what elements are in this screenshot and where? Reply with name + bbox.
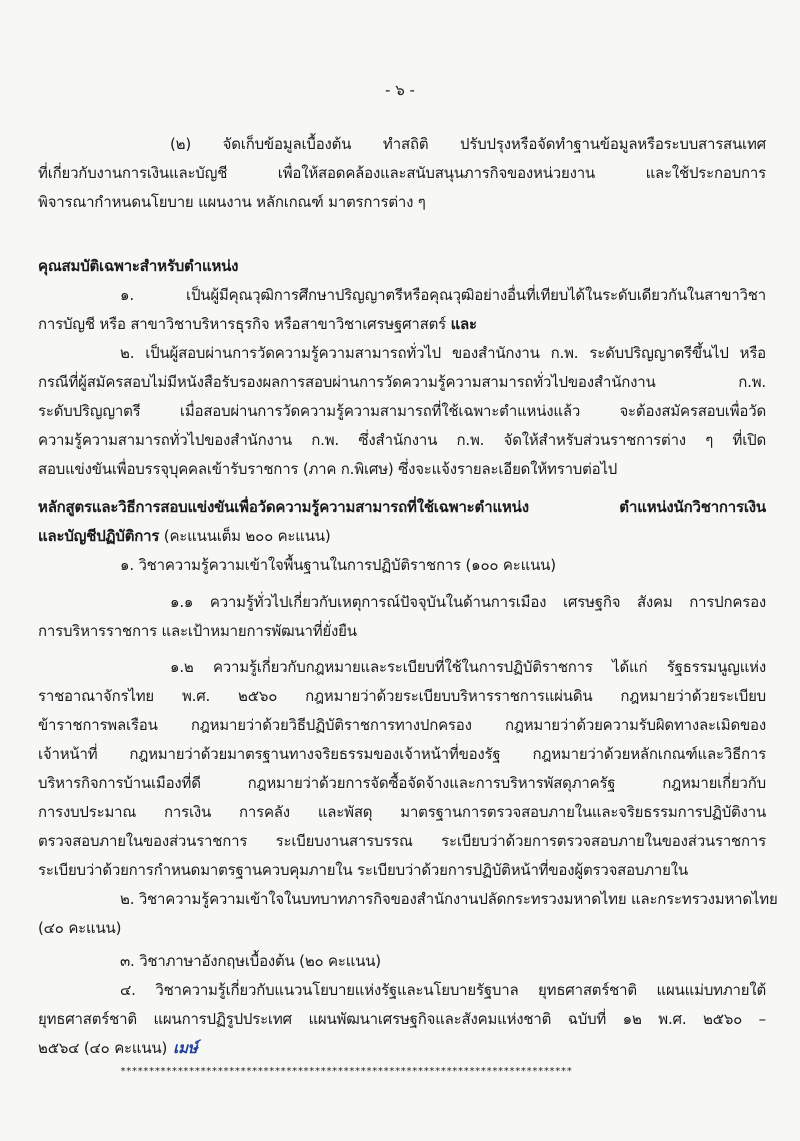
qualification-2-line-4: ความรู้ความสามารถทั่วไปของสำนักงาน ก.พ. ซึ่งสำนักงาน ก.พ. จัดให้สำหรับส่วนราชการต่าง ๆ ที่เปิด (38, 431, 766, 449)
subject-4-score: ๒๕๖๔ (๔๐ คะแนน) (38, 1039, 168, 1057)
subject-1-2-line-4: เจ้าหน้าที่ กฎหมายว่าด้วยมาตรฐานทางจริยธรรมของเจ้าหน้าที่ของรัฐ กฎหมายว่าด้วยหลักเกณฑ์และวิธีการ (38, 745, 766, 763)
subject-2-line-2: (๔๐ คะแนน) (38, 919, 122, 937)
curriculum-heading-line-2 (38, 523, 766, 549)
subject-4-line-1: ๔. วิชาความรู้เกี่ยวกับแนวนโยบายแห่งรัฐและนโยบายรัฐบาล ยุทธศาสตร์ชาติ แผนแม่บทภายใต้ (120, 981, 766, 999)
subject-1-2-line-3: ข้าราชการพลเรือน กฎหมายว่าด้วยวิธีปฏิบัติราชการทางปกครอง กฎหมายว่าด้วยความรับผิดทางละเมิดของ (38, 716, 766, 734)
subject-1-2-line-8: ระเบียบว่าด้วยการกำหนดมาตรฐานควบคุมภายใน ระเบียบว่าด้วยการปฏิบัติหน้าที่ของผู้ตรวจสอบภายใน (38, 861, 688, 879)
qualification-2-line-5: สอบแข่งขันเพื่อบรรจุบุคคลเข้ารับราชการ (ภาค ก.พิเศษ) ซึ่งจะแจ้งรายละเอียดให้ทราบต่อไป (38, 460, 618, 478)
subject-4-line-3 (38, 1035, 766, 1061)
subject-1-2-line-1: ๑.๒ ความรู้เกี่ยวกับกฎหมายและระเบียบที่ใช้ในการปฏิบัติราชการ ได้แก่ รัฐธรรมนูญแห่ง (170, 658, 766, 676)
qualification-2-line-2: กรณีที่ผู้สมัครสอบไม่มีหนังสือรับรองผลการสอบผ่านการวัดความรู้ความสามารถทั่วไปของสำนักงาน ก.พ. (38, 373, 766, 391)
qualification-1-line-1: ๑. เป็นผู้มีคุณวุฒิการศึกษาปริญญาตรีหรือคุณวุฒิอย่างอื่นที่เทียบได้ในระดับเดียวกันในสาขาวิชา (120, 286, 766, 304)
subject-1-2-line-7: ตรวจสอบภายในของส่วนราชการ ระเบียบงานสารบรรณ ระเบียบว่าด้วยการตรวจสอบภายในของส่วนราชการ (38, 832, 766, 850)
qualification-1-line-2 (38, 311, 766, 337)
intro-item-line-2: ที่เกี่ยวกับงานการเงินและบัญชี เพื่อให้สอดคล้องและสนับสนุนภารกิจของหน่วยงาน และใช้ประกอบการ (38, 164, 766, 182)
curriculum-total-score: (คะแนนเต็ม ๒๐๐ คะแนน) (159, 527, 331, 545)
handwritten-initial: เมษ์ (173, 1039, 198, 1057)
curriculum-position-name: และบัญชีปฏิบัติการ (38, 527, 160, 545)
subject-1-1-line-1: ๑.๑ ความรู้ทั่วไปเกี่ยวกับเหตุการณ์ปัจจุบันในด้านการเมือง เศรษฐกิจ สังคม การปกครอง (170, 593, 766, 611)
subject-1-2-line-6: การงบประมาณ การเงิน การคลัง และพัสดุ มาตรฐานการตรวจสอบภายในและจริยธรรมการปฏิบัติงาน (38, 803, 766, 821)
subject-1-title: ๑. วิชาความรู้ความเข้าใจพื้นฐานในการปฏิบัติราชการ (๑๐๐ คะแนน) (120, 556, 556, 574)
subject-2-line-1: ๒. วิชาความรู้ความเข้าใจในบทบาทภารกิจของสำนักงานปลัดกระทรวงมหาดไทย และกระทรวงมหาดไทย (120, 890, 778, 908)
intro-item-line-3: พิจารณากำหนดนโยบาย แผนงาน หลักเกณฑ์ มาตรการต่าง ๆ (38, 193, 426, 211)
subject-1-2-line-5: บริหารกิจการบ้านเมืองที่ดี กฎหมายว่าด้วยการจัดซื้อจัดจ้างและการบริหารพัสดุภาครัฐ กฎหมายเกี่ยวกับ (38, 774, 766, 792)
qualification-2-line-3: ระดับปริญญาตรี เมื่อสอบผ่านการวัดความรู้ความสามารถที่ใช้เฉพาะตำแหน่งแล้ว จะต้องสมัครสอบเพื่อวัด (38, 402, 766, 420)
qualification-1-text: การบัญชี หรือ สาขาวิชาบริหารธุรกิจ หรือสาขาวิชาเศรษฐศาสตร์ (38, 315, 451, 333)
subject-4-line-2: ยุทธศาสตร์ชาติ แผนการปฏิรูปประเทศ แผนพัฒนาเศรษฐกิจและสังคมแห่งชาติ ฉบับที่ ๑๒ พ.ศ. ๒๕๖๐ – (38, 1010, 766, 1028)
intro-item-line-1: (๒) จัดเก็บข้อมูลเบื้องต้น ทำสถิติ ปรับปรุงหรือจัดทำฐานข้อมูลหรือระบบสารสนเทศ (170, 135, 766, 153)
end-of-document-marker: ******************************************************************************* (120, 1066, 572, 1077)
qualifications-heading: คุณสมบัติเฉพาะสำหรับตำแหน่ง (38, 257, 239, 275)
subject-1-2-line-2: ราชอาณาจักรไทย พ.ศ. ๒๕๖๐ กฎหมายว่าด้วยระเบียบบริหารราชการแผ่นดิน กฎหมายว่าด้วยระเบียบ (38, 687, 766, 705)
subject-1-1-line-2: การบริหารราชการ และเป้าหมายการพัฒนาที่ยั่งยืน (38, 622, 357, 640)
page-number: - ๖ - (385, 81, 415, 99)
subject-3-title: ๓. วิชาภาษาอังกฤษเบื้องต้น (๒๐ คะแนน) (120, 952, 381, 970)
qualification-1-and: และ (450, 315, 477, 333)
qualification-2-line-1: ๒. เป็นผู้สอบผ่านการวัดความรู้ความสามารถทั่วไป ของสำนักงาน ก.พ. ระดับปริญญาตรีขึ้นไป หรือ (120, 344, 766, 362)
curriculum-heading-line-1: หลักสูตรและวิธีการสอบแข่งขันเพื่อวัดความรู้ความสามารถที่ใช้เฉพาะตำแหน่ง ตำแหน่งนักวิชาการเงิน (38, 498, 766, 516)
